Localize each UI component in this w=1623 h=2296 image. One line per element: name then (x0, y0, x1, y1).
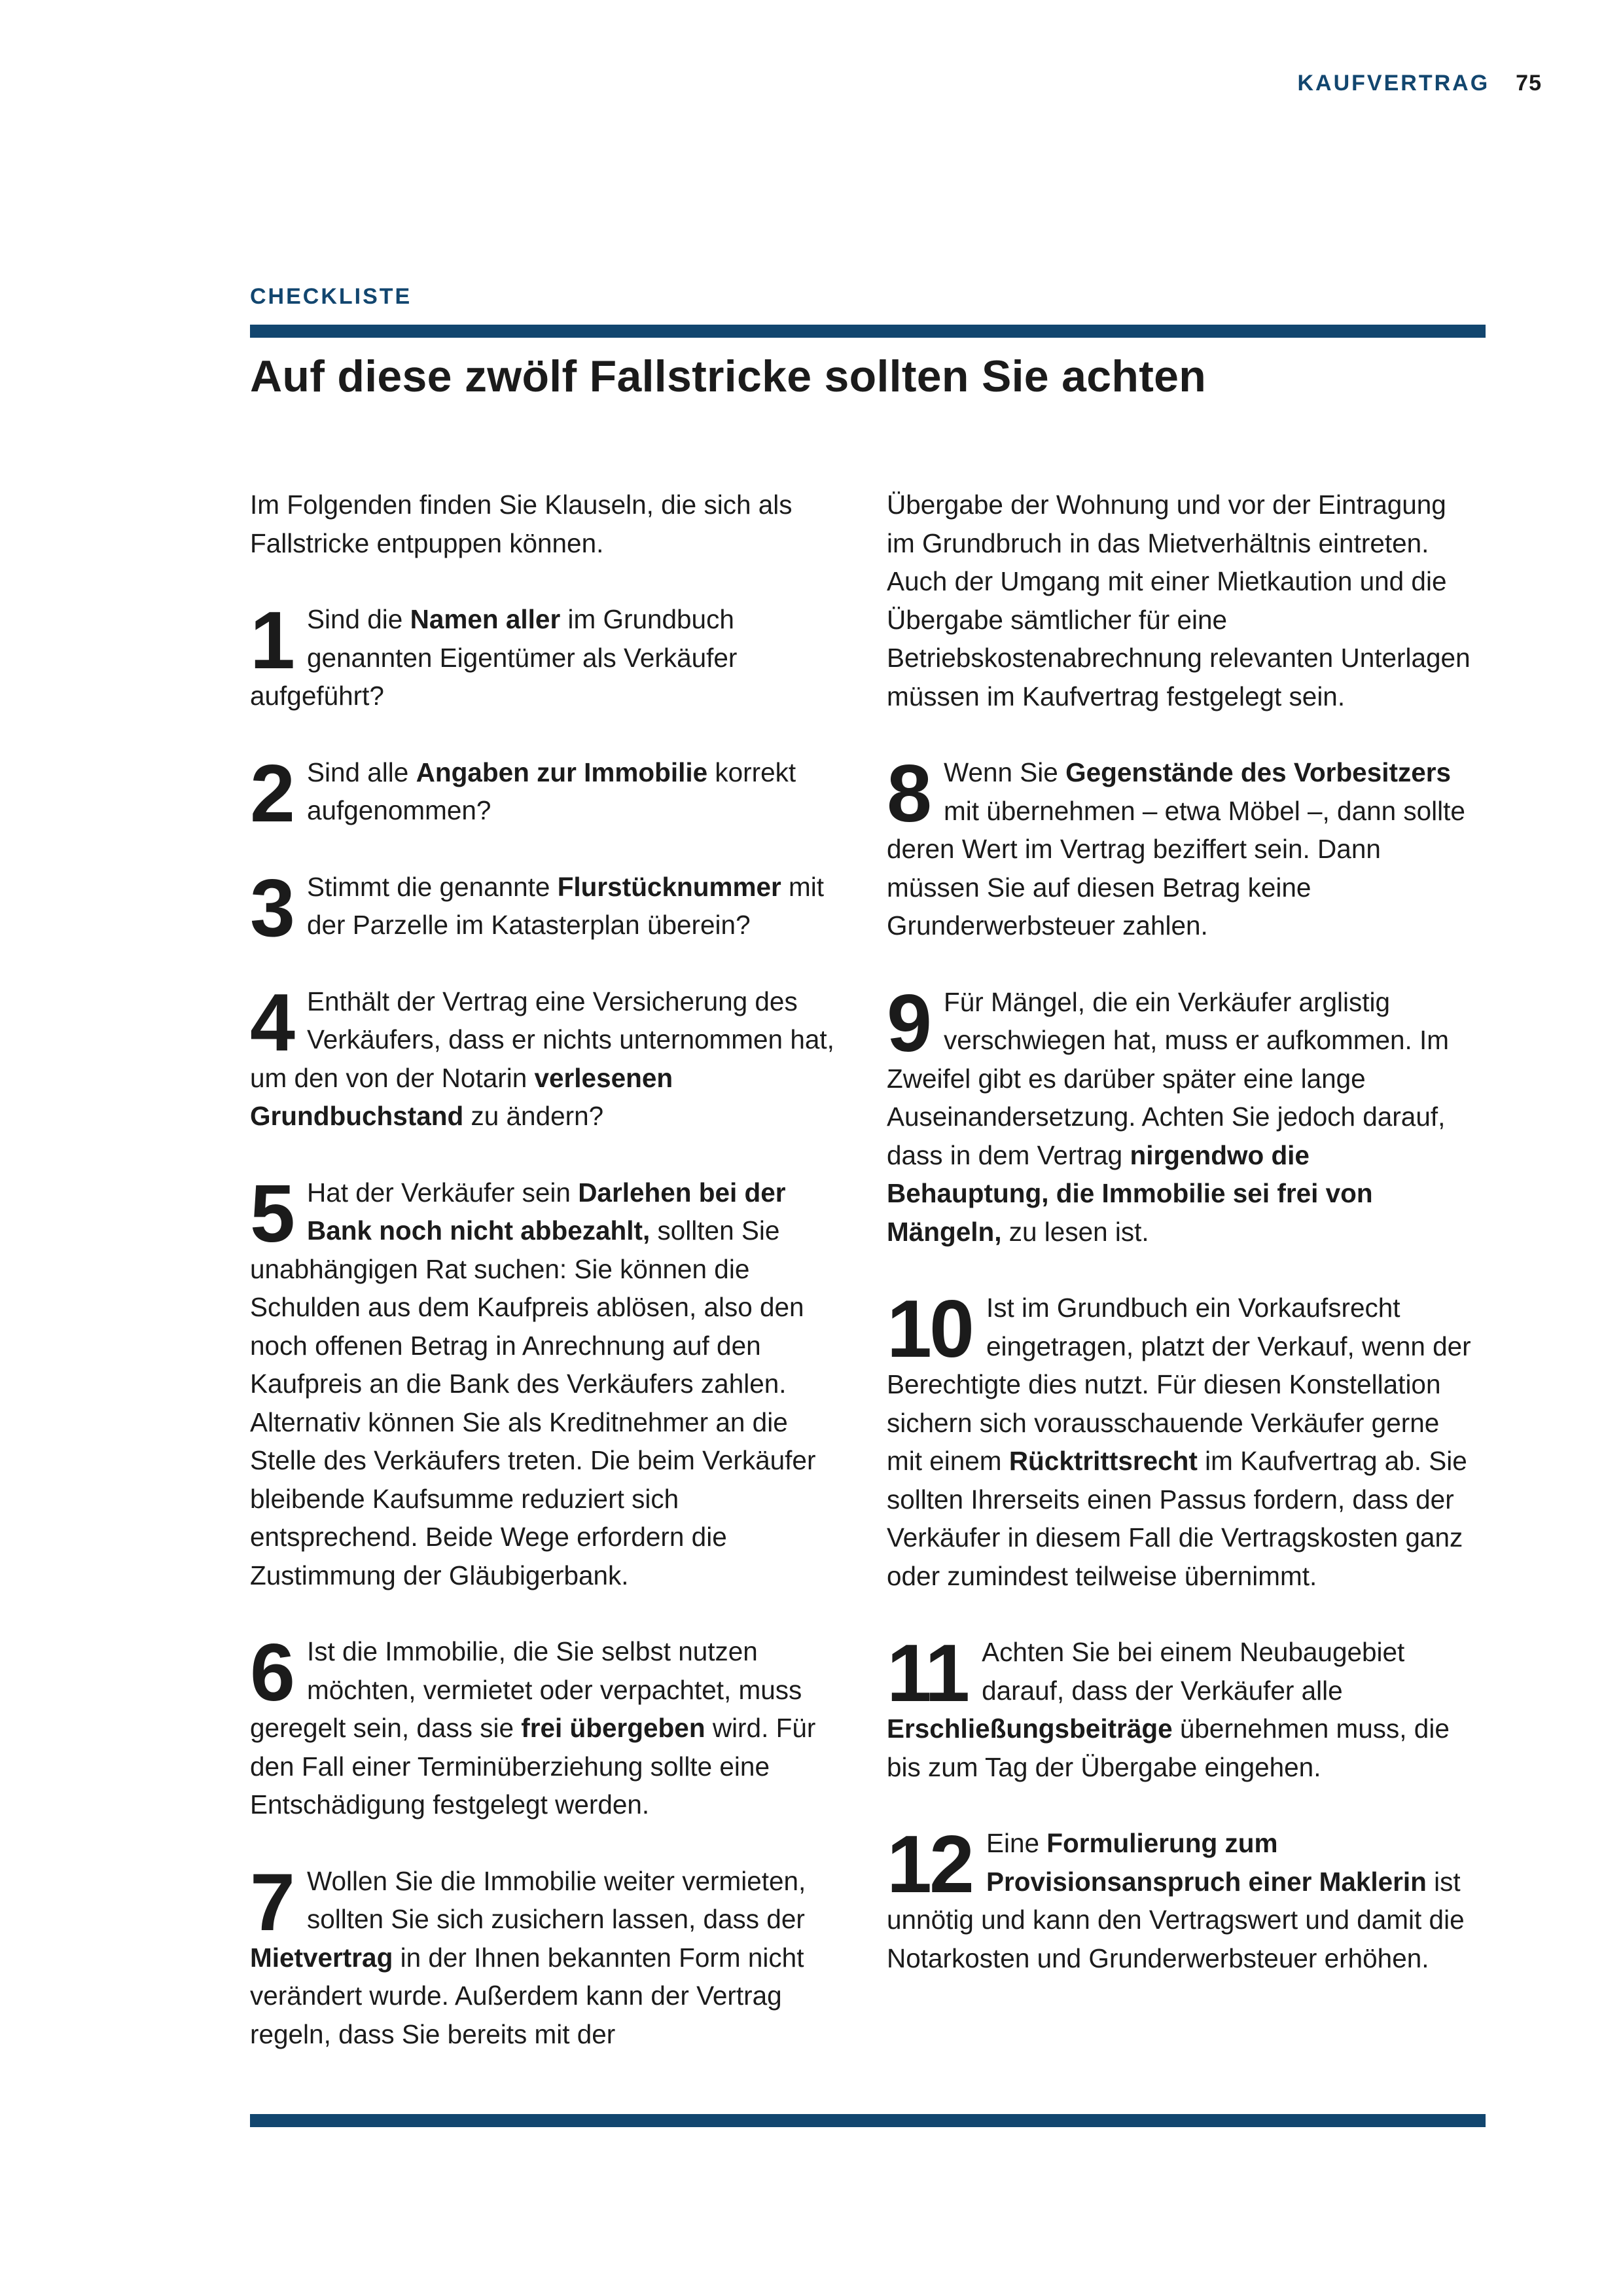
right-column (887, 486, 1476, 2015)
item-text: Für Mängel, die ein Verkäufer arglistig verschwiegen hat, muss er aufkommen. Im Zweifel gibt es darüber später eine lange Auseinandersetzung. Achten Sie jedoch darauf, dass in dem Vertrag nirgendwo die Behauptung, die Immobilie sei frei von Mängeln, zu lesen ist. (887, 986, 1450, 1247)
checklist-item-1 (250, 596, 839, 715)
item-number: 2 (250, 748, 293, 839)
running-head (1298, 71, 1543, 96)
item-text: Enthält der Vertrag eine Versicherung des Verkäufers, dass er nichts unternommen hat, um den von der Notarin verlesenen Grundbuchstand zu ändern? (250, 986, 834, 1131)
item-text: Ist die Immobilie, die Sie selbst nutzen möchten, vermietet oder verpachtet, muss geregelt sein, dass sie frei übergeben wird. Für den Fall einer Terminüberziehung sollte eine Entschädigung festgelegt werden. (250, 1636, 816, 1820)
checklist-item-4 (250, 977, 839, 1136)
page-number: 75 (1516, 71, 1542, 96)
item-number: 12 (887, 1820, 972, 1910)
checklist-item-3 (250, 863, 839, 954)
item-number: 1 (250, 596, 293, 686)
item-text: Wollen Sie die Immobilie weiter vermieten, sollten Sie sich zusichern lassen, dass der Mietvertrag in der Ihnen bekannten Form nicht verändert wurde. Außerdem kann der Vertrag regeln, dass Sie bereits mit der (250, 1865, 806, 2049)
checklist-item-10 (887, 1284, 1476, 1595)
checklist-item-11 (887, 1628, 1476, 1786)
checklist-item-12 (887, 1820, 1476, 1977)
item-number: 10 (887, 1284, 972, 1374)
page-title: Auf diese zwölf Fallstricke sollten Sie achten (250, 351, 1207, 401)
item-text: Sind alle Angaben zur Immobilie korrekt aufgenommen? (306, 757, 796, 825)
item-number: 8 (887, 749, 929, 839)
item-number: 4 (250, 977, 293, 1068)
item-number: 5 (250, 1168, 293, 1259)
left-column (250, 486, 839, 2091)
running-head-section: KAUFVERTRAG (1297, 71, 1490, 96)
checklist-kicker: CHECKLISTE (250, 284, 412, 309)
item-number: 6 (250, 1628, 293, 1718)
checklist-item-8 (887, 749, 1476, 945)
checklist-item-5 (250, 1168, 839, 1595)
item-text: Achten Sie bei einem Neubaugebiet darauf, dass der Verkäufer alle Erschließungsbeiträge übernehmen muss, die bis zum Tag der Übergabe eingehen. (887, 1637, 1450, 1782)
item-7-continuation: Übergabe der Wohnung und vor der Eintragung im Grundbruch in das Mietverhältnis eintreten. Auch der Umgang mit einer Mietkaution und die Übergabe sämtlicher für eine Betriebskostenabrechnung relevanten Unterlagen müssen im Kaufvertrag festgelegt sein. (887, 490, 1471, 711)
item-text: Hat der Verkäufer sein Darlehen bei der Bank noch nicht abbezahlt, sollten Sie unabhängigen Rat suchen: Sie können die Schulden aus dem Kaufpreis ablösen, also den noch offenen Betrag in Anrechnung auf den Kaufpreis an die Bank des Verkäufers zahlen. Alternativ können Sie als Kreditnehmer an die Stelle des Verkäufers treten. Die beim Verkäufer bleibende Kaufsumme reduziert sich entsprechend. Beide Wege erfordern die Zustimmung der Gläubigerbank. (250, 1177, 816, 1590)
item-text: Sind die Namen aller im Grundbuch genannten Eigentümer als Verkäufer aufgeführt? (250, 604, 738, 711)
item-number: 9 (887, 978, 929, 1069)
intro-paragraph: Im Folgenden finden Sie Klauseln, die sich als Fallstricke entpuppen können. (250, 490, 793, 558)
item-text: Stimmt die genannte Flurstücknummer mit der Parzelle im Katasterplan überein? (306, 871, 825, 940)
item-text: Ist im Grundbuch ein Vorkaufsrecht eingetragen, platzt der Verkauf, wenn der Berechtigte dies nutzt. Für diesen Konstellation sichern sich vorausschauende Verkäufer gerne mit einem Rücktrittsrecht im Kaufvertrag ab. Sie sollten Ihrerseits einen Passus fordern, dass der Verkäufer in diesem Fall die Vertragskosten ganz oder zumindest teilweise übernimmt. (887, 1293, 1471, 1591)
item-text: Eine Formulierung zum Provisionsanspruch einer Maklerin ist unnötig und kann den Vertragswert und damit die Notarkosten und Grunderwerbsteuer erhöhen. (887, 1828, 1465, 1973)
item-number: 11 (887, 1628, 968, 1719)
item-number: 7 (250, 1857, 293, 1948)
checklist-item-2 (250, 748, 839, 839)
item-number: 3 (250, 863, 293, 954)
checklist-item-9 (887, 978, 1476, 1251)
checklist-item-6 (250, 1628, 839, 1824)
top-rule (250, 325, 1486, 338)
checklist-item-7 (250, 1857, 839, 2054)
bottom-rule (250, 2114, 1486, 2127)
item-text: Wenn Sie Gegenstände des Vorbesitzers mit übernehmen – etwa Möbel –, dann sollte deren Wert im Vertrag beziffert sein. Dann müssen Sie auf diesen Betrag keine Grunderwerbsteuer zahlen. (887, 757, 1465, 941)
